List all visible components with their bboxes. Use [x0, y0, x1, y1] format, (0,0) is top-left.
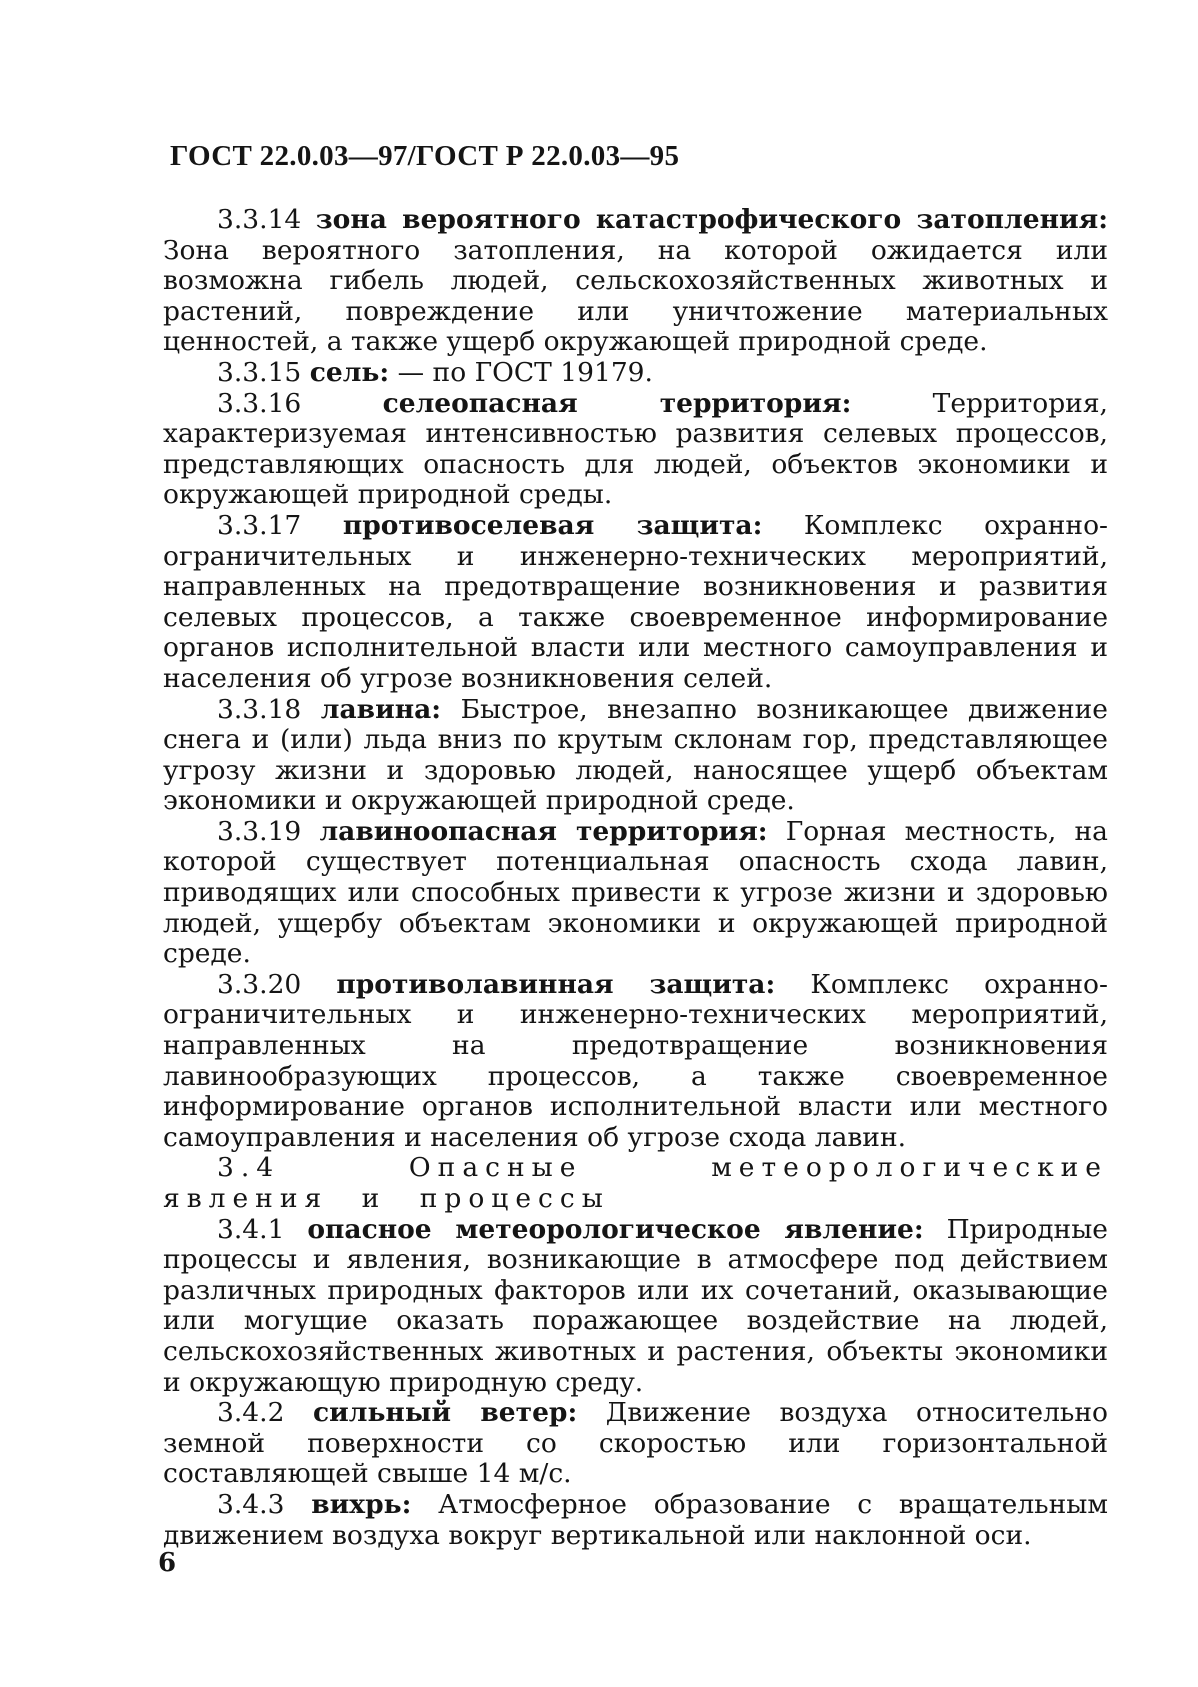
- entry-text: Природные процессы и явления, возникающие в атмосфере под действием различных природных факторов или их сочетаний, оказывающие или могущие оказать поражающее воздействие на людей, сельскохозяйственных животных и растения, объекты экономики и окружающую природную среду.: [163, 1213, 1108, 1398]
- entry-3-4-2: [163, 1398, 1108, 1490]
- document-header: ГОСТ 22.0.03—97/ГОСТ Р 22.0.03—95: [170, 140, 680, 172]
- entry-number: 3.3.16: [217, 387, 302, 419]
- entry-term: противолавинная защита:: [336, 968, 776, 1000]
- entry-number: 3.3.20: [217, 968, 302, 1000]
- entry-3-3-15: [163, 358, 1108, 389]
- entry-number: 3.3.14: [217, 204, 302, 235]
- entry-number: 3.3.18: [217, 693, 302, 725]
- entry-term: противоселевая защита:: [342, 509, 763, 541]
- entry-term: лавиноопасная территория:: [319, 815, 768, 847]
- entry-text: Зона вероятного затопления, на которой ожидается или возможна гибель людей, сельскохозяйственных животных и растений, повреждение или уничтожение материальных ценностей, а также ущерб окружающей природной среде.: [163, 234, 1108, 358]
- entry-text: Быстрое, внезапно возникающее движение снега и (или) льда вниз по крутым склонам гор, представляющее угрозу жизни и здоровью людей, наносящее ущерб объектам экономики и окружающей природной среде.: [163, 693, 1108, 817]
- page-number: 6: [158, 1548, 177, 1578]
- entry-text: Комплекс охранно-ограничительных и инженерно-технических мероприятий, направленных на предотвращение возникновения лавинообразующих процессов, а также своевременное информирование органов исполнительной власти или местного самоуправления и населения об угрозе схода лавин.: [163, 968, 1108, 1153]
- entry-text: Горная местность, на которой существует потенциальная опасность схода лавин, приводящих или способных привести к угрозе жизни и здоровью людей, ущербу объектам экономики и окружающей природной среде.: [163, 815, 1108, 970]
- entry-3-3-18: [163, 695, 1108, 817]
- entry-term: опасное метеорологическое явление:: [307, 1213, 924, 1245]
- entry-term: селеопасная территория:: [382, 387, 852, 419]
- entry-3-3-17: [163, 511, 1108, 695]
- entry-3-3-16: [163, 389, 1108, 511]
- entry-term: вихрь:: [311, 1488, 412, 1520]
- entry-term: лавина:: [320, 693, 442, 725]
- entry-3-4-1: [163, 1215, 1108, 1399]
- entry-3-3-20: [163, 970, 1108, 1154]
- entry-text: Атмосферное образование с вращательным движением воздуха вокруг вертикальной или наклонной оси.: [163, 1488, 1108, 1551]
- entry-number: 3.3.19: [217, 815, 302, 847]
- entry-text: Территория, характеризуемая интенсивностью развития селевых процессов, представляющих опасность для людей, объектов экономики и окружающей природной среды.: [163, 387, 1108, 511]
- entry-number: 3.4.3: [217, 1488, 285, 1520]
- entry-3-3-19: [163, 817, 1108, 970]
- entry-term: сель:: [309, 356, 390, 388]
- entry-number: 3.4.1: [217, 1213, 285, 1245]
- entry-3-4-3: [163, 1490, 1108, 1551]
- entry-number: 3.3.17: [217, 509, 302, 541]
- section-title: 3.4 Опасные метеорологические явления и процессы: [163, 1152, 1108, 1214]
- entry-number: 3.4.2: [217, 1397, 285, 1429]
- document-body: [163, 205, 1108, 1551]
- entry-text: Комплекс охранно-ограничительных и инженерно-технических мероприятий, направленных на предотвращение возникновения и развития селевых процессов, а также своевременное информирование органов исполнительной власти или местного самоуправления и населения об угрозе возникновения селей.: [163, 509, 1108, 694]
- entry-text: — по ГОСТ 19179.: [397, 356, 653, 388]
- entry-3-3-14: [163, 205, 1108, 358]
- entry-term: зона вероятного катастрофического затопления:: [315, 204, 1108, 235]
- entry-number: 3.3.15: [217, 356, 302, 388]
- entry-text: Движение воздуха относительно земной поверхности со скоростью или горизонтальной составляющей свыше 14 м/с.: [163, 1397, 1108, 1490]
- entry-term: сильный ветер:: [312, 1397, 578, 1429]
